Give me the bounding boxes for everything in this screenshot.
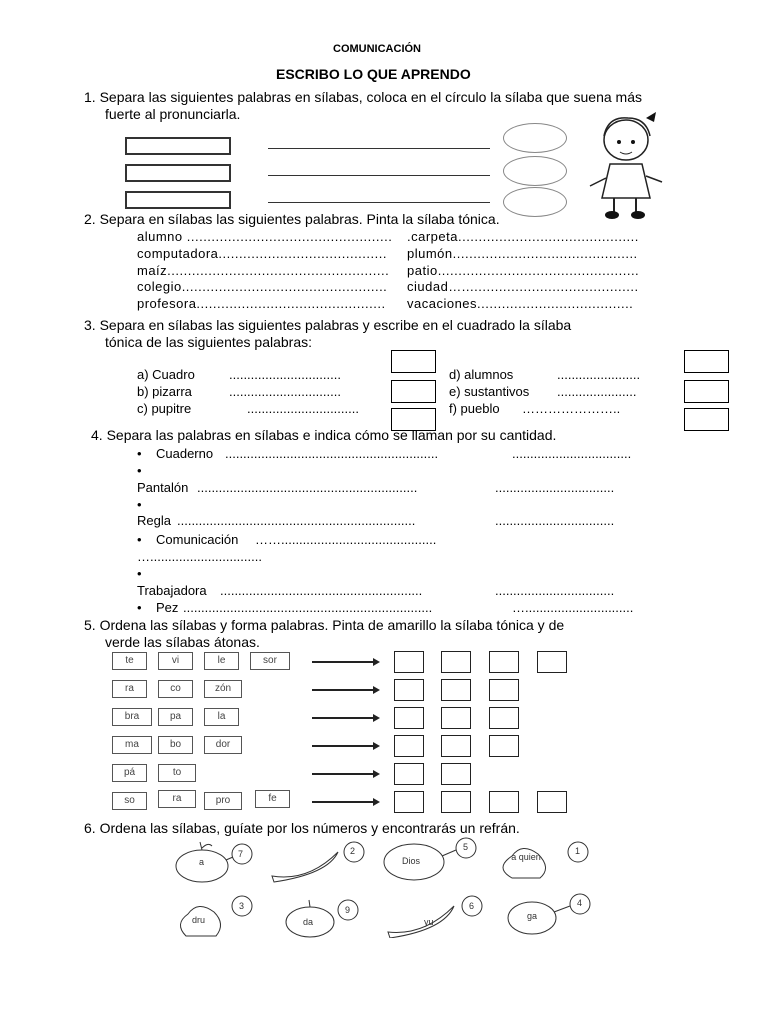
- answer-cell[interactable]: [537, 791, 567, 813]
- page-title: ESCRIBO LO QUE APRENDO: [276, 66, 471, 82]
- syllable-tile: dor: [204, 736, 242, 754]
- syllable-tile: ra: [158, 790, 196, 808]
- q2-instruction: 2. Separa en sílabas las siguientes palabras. Pinta la sílaba tónica.: [84, 211, 500, 227]
- q3-item-d: d) alumnos: [449, 367, 514, 382]
- answer-cell[interactable]: [441, 735, 471, 757]
- apple-icon: [280, 894, 364, 940]
- q4-word-4: Comunicación: [156, 532, 239, 547]
- answer-line-3: [268, 202, 490, 203]
- q2-right-4: ciudad…...........................................: [407, 279, 639, 294]
- arrow-right-icon: [312, 661, 374, 663]
- fruit-syllable: a quien: [511, 852, 541, 862]
- apple-icon: [172, 838, 256, 884]
- answer-cell[interactable]: [394, 651, 424, 673]
- answer-cell[interactable]: [537, 651, 567, 673]
- q1-instruction: 1. Separa las siguientes palabras en sílabas, coloca en el círculo la sílaba que suena más: [84, 89, 643, 105]
- q4-bullet-4: •: [137, 532, 142, 547]
- q3-item-c: c) pupitre: [137, 401, 192, 416]
- q4-word-5: Trabajadora: [137, 583, 207, 598]
- tonic-box-b[interactable]: [391, 380, 436, 403]
- fruit-syllable: ga: [527, 911, 538, 921]
- syllable-circle-2[interactable]: [503, 156, 567, 186]
- q3-instruction: 3. Separa en sílabas las siguientes palabras y escribe en el cuadrado la sílaba: [84, 317, 572, 333]
- syllable-tile: pá: [112, 764, 147, 782]
- q4-dots-3: ..................................................................: [177, 513, 416, 528]
- q3-item-f-dots: …………………..: [522, 401, 621, 416]
- q3-item-b: b) pizarra: [137, 384, 192, 399]
- arrow-right-icon: [312, 689, 374, 691]
- q5-instruction-cont: verde las sílabas átonas.: [105, 634, 260, 650]
- fruit-syllable: yu: [424, 917, 434, 927]
- word-card-3: [125, 191, 231, 209]
- answer-line-2: [268, 175, 490, 176]
- syllable-tile: te: [112, 652, 147, 670]
- answer-cell[interactable]: [489, 735, 519, 757]
- banana-icon: [268, 838, 372, 884]
- answer-cell[interactable]: [489, 707, 519, 729]
- arrow-right-icon: [312, 745, 374, 747]
- syllable-tile: bra: [112, 708, 152, 726]
- syllable-tile: zón: [204, 680, 242, 698]
- q2-right-5: vacaciones......................................: [407, 296, 634, 311]
- q4-dots-2: .............................................................: [197, 480, 418, 495]
- tonic-box-d[interactable]: [684, 350, 729, 373]
- tonic-box-e[interactable]: [684, 380, 729, 403]
- word-card-1: [125, 137, 231, 155]
- syllable-tile: la: [204, 708, 239, 726]
- fruit-number: 4: [577, 898, 583, 908]
- q4-bullet-1: •: [137, 446, 142, 461]
- answer-cell[interactable]: [441, 791, 471, 813]
- q4-tail-2: .................................: [495, 480, 615, 495]
- q2-right-1: .carpeta............................................: [407, 229, 639, 244]
- q4-tail-4: …...............................: [137, 549, 262, 564]
- q4-tail-5: .................................: [495, 583, 615, 598]
- q4-word-2: Pantalón: [137, 480, 189, 495]
- q6-instruction: 6. Ordena las sílabas, guíate por los números y encontrarás un refrán.: [84, 820, 520, 836]
- q3-item-c-dots: ...............................: [247, 401, 359, 416]
- q1-instruction-cont: fuerte al pronunciarla.: [105, 106, 241, 122]
- answer-cell[interactable]: [394, 763, 424, 785]
- q4-bullet-6: •: [137, 600, 142, 615]
- fruit-number: 7: [238, 849, 244, 859]
- q4-dots-4: ……...........................................: [255, 532, 437, 547]
- syllable-tile: bo: [158, 736, 193, 754]
- subject-heading: COMUNICACIÓN: [333, 43, 421, 55]
- q2-left-3: maíz......................................................: [137, 263, 390, 278]
- answer-cell[interactable]: [441, 707, 471, 729]
- syllable-tile: fe: [255, 790, 290, 808]
- answer-cell[interactable]: [394, 679, 424, 701]
- q4-dots-5: ........................................................: [220, 583, 423, 598]
- pear-icon: [492, 838, 592, 884]
- fruit-number: 9: [345, 905, 351, 915]
- q4-tail-6: …..............................: [512, 600, 634, 615]
- q2-left-2: computadora.........................................: [137, 246, 387, 261]
- q4-word-3: Regla: [137, 513, 171, 528]
- q4-dots-1: ...........................................................: [225, 446, 439, 461]
- q4-bullet-3: •: [137, 497, 142, 512]
- q3-instruction-cont: tónica de las siguientes palabras:: [105, 334, 313, 350]
- answer-cell[interactable]: [394, 791, 424, 813]
- answer-cell[interactable]: [489, 791, 519, 813]
- q2-left-5: profesora..............................................: [137, 296, 386, 311]
- q3-item-f: f) pueblo: [449, 401, 500, 416]
- q5-instruction: 5. Ordena las sílabas y forma palabras. Pinta de amarillo la sílaba tónica y de: [84, 617, 565, 633]
- arrow-right-icon: [312, 773, 374, 775]
- q2-left-1: alumno ..................................................: [137, 229, 393, 244]
- syllable-tile: pa: [158, 708, 193, 726]
- fruit-number: 5: [463, 842, 469, 852]
- syllable-tile: ra: [112, 680, 147, 698]
- syllable-circle-3[interactable]: [503, 187, 567, 217]
- banana-icon: [384, 892, 488, 938]
- q3-item-e-dots: ......................: [557, 384, 637, 399]
- q3-item-b-dots: ...............................: [229, 384, 341, 399]
- q4-instruction: 4. Separa las palabras en sílabas e indica cómo se llaman por su cantidad.: [91, 427, 557, 443]
- fruit-syllable: Dios: [402, 856, 421, 866]
- q3-item-a: a) Cuadro: [137, 367, 195, 382]
- q2-right-3: patio.................................................: [407, 263, 640, 278]
- answer-cell[interactable]: [394, 707, 424, 729]
- q4-tail-1: .................................: [512, 446, 632, 461]
- syllable-tile: co: [158, 680, 193, 698]
- answer-cell[interactable]: [489, 651, 519, 673]
- answer-cell[interactable]: [394, 735, 424, 757]
- fruit-number: 6: [469, 901, 475, 911]
- girl-illustration: [588, 106, 672, 224]
- q4-word-1: Cuaderno: [156, 446, 214, 461]
- fruit-number: 3: [239, 901, 245, 911]
- syllable-tile: le: [204, 652, 239, 670]
- syllable-tile: pro: [204, 792, 242, 810]
- syllable-tile: to: [158, 764, 196, 782]
- q2-right-2: plumón.............................................: [407, 246, 638, 261]
- fruit-syllable: da: [303, 917, 314, 927]
- answer-cell[interactable]: [441, 679, 471, 701]
- q3-item-d-dots: .......................: [557, 367, 641, 382]
- arrow-right-icon: [312, 717, 374, 719]
- fruit-number: 2: [350, 846, 356, 856]
- q4-dots-6: .....................................................................: [183, 600, 433, 615]
- syllable-tile: ma: [112, 736, 152, 754]
- syllable-circle-1[interactable]: [503, 123, 567, 153]
- answer-cell[interactable]: [441, 651, 471, 673]
- fruit-syllable: dru: [192, 915, 206, 925]
- arrow-right-icon: [312, 801, 374, 803]
- pear-icon: [174, 894, 258, 940]
- syllable-tile: vi: [158, 652, 193, 670]
- q4-word-6: Pez: [156, 600, 179, 615]
- q4-tail-3: .................................: [495, 513, 615, 528]
- word-card-2: [125, 164, 231, 182]
- answer-cell[interactable]: [489, 679, 519, 701]
- q4-bullet-2: •: [137, 463, 142, 478]
- answer-line-1: [268, 148, 490, 149]
- fruit-syllable: a: [199, 857, 205, 867]
- q2-left-4: colegio..................................................: [137, 279, 388, 294]
- q3-item-a-dots: ...............................: [229, 367, 341, 382]
- syllable-tile: so: [112, 792, 147, 810]
- fruit-number: 1: [575, 846, 581, 856]
- syllable-tile: sor: [250, 652, 290, 670]
- tonic-box-a[interactable]: [391, 350, 436, 373]
- q4-bullet-5: •: [137, 566, 142, 581]
- q3-item-e: e) sustantivos: [449, 384, 530, 399]
- tonic-box-f[interactable]: [684, 408, 729, 431]
- answer-cell[interactable]: [441, 763, 471, 785]
